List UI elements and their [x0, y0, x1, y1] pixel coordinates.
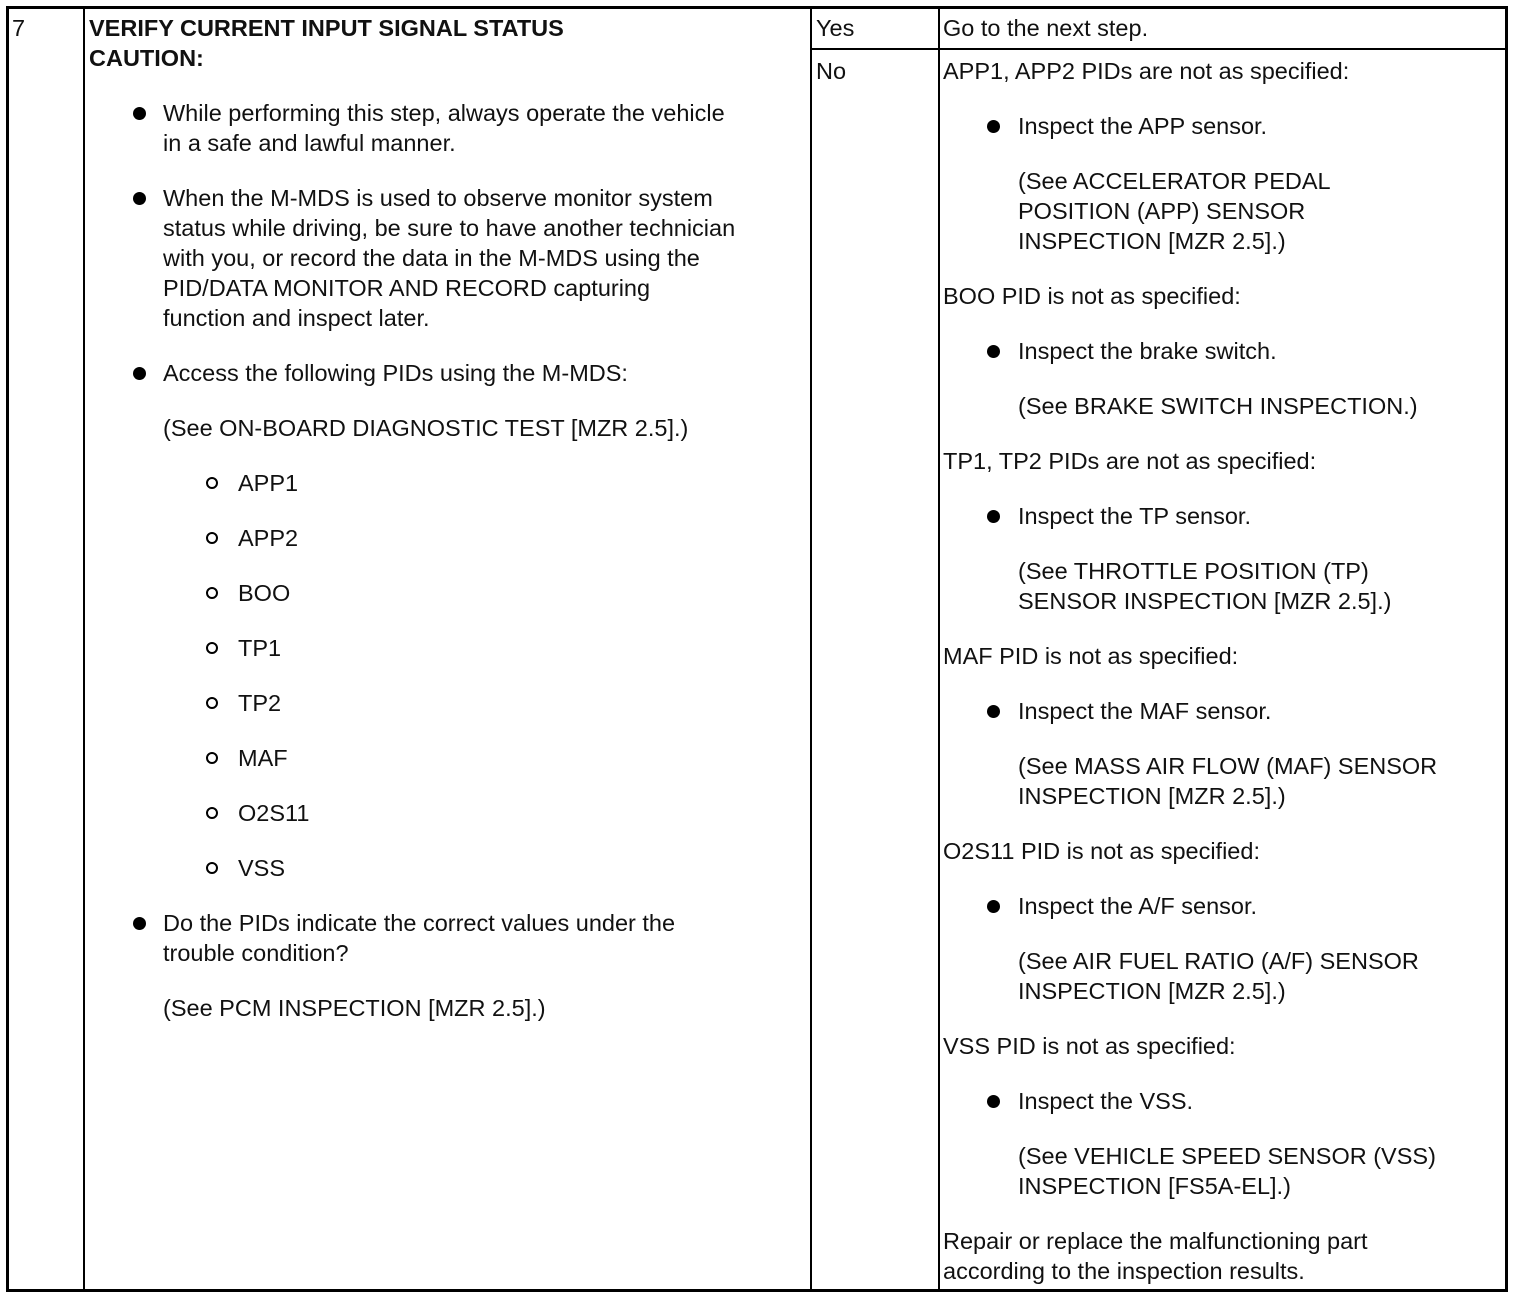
reference-link: (See THROTTLE POSITION (TP) [1018, 558, 1369, 584]
yes-label: Yes [816, 15, 855, 41]
pid-item: TP2 [238, 690, 282, 716]
reference-link: (See ACCELERATOR PEDAL [1018, 168, 1331, 194]
bullet-line: status while driving, be sure to have another technician [163, 215, 736, 241]
group-heading: O2S11 PID is not as specified: [943, 838, 1260, 864]
bullet-dot [987, 900, 1000, 913]
final-instruction: according to the inspection results. [943, 1258, 1305, 1284]
group-heading: TP1, TP2 PIDs are not as specified: [943, 448, 1317, 474]
pid-item: APP1 [238, 470, 299, 496]
bullet-line: When the M-MDS is used to observe monitor system [163, 185, 713, 211]
sub-bullet-circle [206, 862, 218, 874]
final-instruction: Repair or replace the malfunctioning part [943, 1228, 1368, 1254]
row-divider [810, 48, 1505, 50]
reference-link: (See MASS AIR FLOW (MAF) SENSOR [1018, 753, 1438, 779]
reference-link: POSITION (APP) SENSOR [1018, 198, 1306, 224]
bullet-line: While performing this step, always operate the vehicle [163, 100, 725, 126]
no-label: No [816, 58, 847, 84]
column-divider [810, 9, 812, 1289]
yes-action: Go to the next step. [943, 15, 1149, 41]
pid-item: BOO [238, 580, 291, 606]
pid-item: APP2 [238, 525, 299, 551]
group-bullet: Inspect the brake switch. [1018, 338, 1277, 364]
reference-link: (See VEHICLE SPEED SENSOR (VSS) [1018, 1143, 1436, 1169]
bullet-line: trouble condition? [163, 940, 349, 966]
reference-link: INSPECTION [MZR 2.5].) [1018, 228, 1286, 254]
reference-link: (See ON-BOARD DIAGNOSTIC TEST [MZR 2.5].) [163, 415, 689, 441]
reference-link: SENSOR INSPECTION [MZR 2.5].) [1018, 588, 1392, 614]
reference-link: INSPECTION [MZR 2.5].) [1018, 978, 1286, 1004]
pid-item: TP1 [238, 635, 282, 661]
step-number: 7 [12, 15, 26, 41]
reference-link: INSPECTION [FS5A-EL].) [1018, 1173, 1291, 1199]
bullet-line: with you, or record the data in the M-MDS using the [163, 245, 700, 271]
bullet-line: PID/DATA MONITOR AND RECORD capturing [163, 275, 651, 301]
sub-bullet-circle [206, 697, 218, 709]
pid-item: VSS [238, 855, 286, 881]
group-heading: MAF PID is not as specified: [943, 643, 1239, 669]
bullet-line: function and inspect later. [163, 305, 430, 331]
group-bullet: Inspect the TP sensor. [1018, 503, 1251, 529]
column-divider [83, 9, 85, 1289]
sub-bullet-circle [206, 587, 218, 599]
reference-link: (See BRAKE SWITCH INSPECTION.) [1018, 393, 1418, 419]
bullet-line: in a safe and lawful manner. [163, 130, 456, 156]
bullet-dot [987, 1095, 1000, 1108]
sub-bullet-circle [206, 752, 218, 764]
reference-link: INSPECTION [MZR 2.5].) [1018, 783, 1286, 809]
caution-label: CAUTION: [89, 45, 204, 71]
bullet-dot [133, 367, 146, 380]
group-bullet: Inspect the MAF sensor. [1018, 698, 1272, 724]
reference-link: (See PCM INSPECTION [MZR 2.5].) [163, 995, 546, 1021]
sub-bullet-circle [206, 532, 218, 544]
column-divider [938, 9, 940, 1289]
pid-item: MAF [238, 745, 288, 771]
bullet-dot [987, 345, 1000, 358]
group-heading: BOO PID is not as specified: [943, 283, 1241, 309]
bullet-dot [133, 107, 146, 120]
group-bullet: Inspect the A/F sensor. [1018, 893, 1258, 919]
bullet-dot [987, 705, 1000, 718]
group-heading: APP1, APP2 PIDs are not as specified: [943, 58, 1350, 84]
bullet-dot [133, 192, 146, 205]
group-bullet: Inspect the APP sensor. [1018, 113, 1268, 139]
bullet-dot [987, 120, 1000, 133]
bullet-line: Access the following PIDs using the M-MDS: [163, 360, 628, 386]
sub-bullet-circle [206, 642, 218, 654]
sub-bullet-circle [206, 477, 218, 489]
group-heading: VSS PID is not as specified: [943, 1033, 1236, 1059]
step-title: VERIFY CURRENT INPUT SIGNAL STATUS [89, 15, 564, 41]
group-bullet: Inspect the VSS. [1018, 1088, 1194, 1114]
reference-link: (See AIR FUEL RATIO (A/F) SENSOR [1018, 948, 1419, 974]
pid-item: O2S11 [238, 800, 310, 826]
bullet-dot [987, 510, 1000, 523]
bullet-line: Do the PIDs indicate the correct values under the [163, 910, 676, 936]
bullet-dot [133, 917, 146, 930]
sub-bullet-circle [206, 807, 218, 819]
